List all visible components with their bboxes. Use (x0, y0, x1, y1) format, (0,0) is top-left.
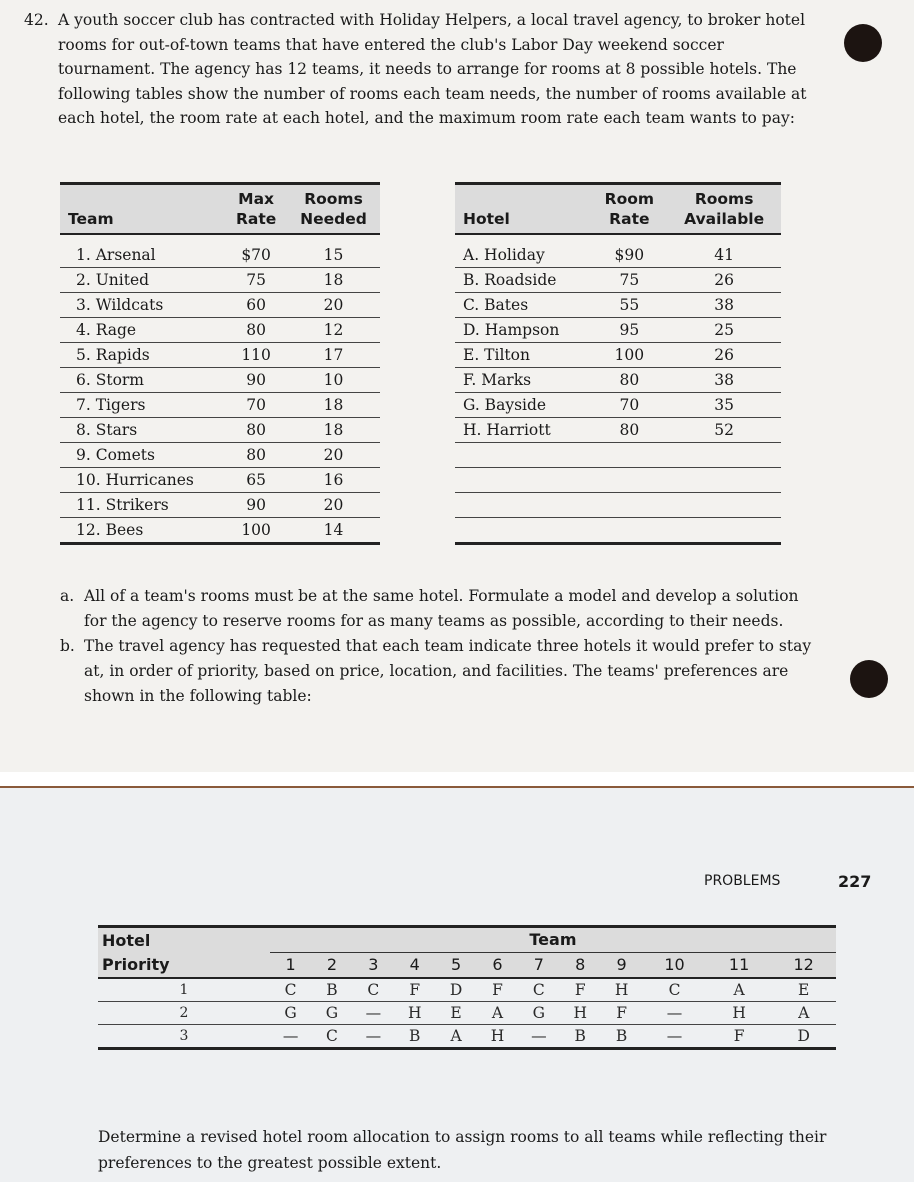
team-column-header: 2 (311, 953, 352, 979)
preference-cell: F (707, 1025, 772, 1049)
team-name: 11. Strikers (60, 493, 225, 518)
empty-cell (455, 518, 591, 544)
rooms-available-value: 38 (667, 368, 781, 393)
preference-cell: D (435, 978, 476, 1002)
preference-cell: D (771, 1025, 836, 1049)
spacer-cell (455, 234, 781, 243)
table-row (60, 518, 380, 544)
rooms-available-value: 52 (667, 418, 781, 443)
table-row (60, 268, 380, 293)
room-rate-value: 80 (591, 418, 667, 443)
preference-cell: — (642, 1025, 707, 1049)
team-column-header: 8 (560, 953, 601, 979)
preference-cell: G (311, 1002, 352, 1025)
priority-value: 1 (98, 978, 270, 1002)
rooms-needed-value: 18 (287, 393, 380, 418)
table-row (455, 368, 781, 393)
hotels-table (455, 182, 781, 545)
rooms-needed-value: 18 (287, 268, 380, 293)
preference-cell: A (477, 1002, 518, 1025)
rooms-available-value: 25 (667, 318, 781, 343)
rooms-needed-value: 17 (287, 343, 380, 368)
spacer-row (60, 234, 380, 243)
rooms-available-value: 38 (667, 293, 781, 318)
preference-cell: C (353, 978, 394, 1002)
preference-cell: H (601, 978, 642, 1002)
table-row (60, 393, 380, 418)
preference-cell: F (477, 978, 518, 1002)
table-row (60, 293, 380, 318)
empty-row (455, 468, 781, 493)
preference-cell: — (518, 1025, 559, 1049)
team-column-header: 3 (353, 953, 394, 979)
preference-cell: G (518, 1002, 559, 1025)
preference-cell: — (353, 1002, 394, 1025)
table-row (60, 418, 380, 443)
preference-cell: H (394, 1002, 435, 1025)
binder-hole-top (844, 24, 882, 62)
part-b-text: The travel agency has requested that each team indicate three hotels it would prefer to stay at, in order of priority, based on price, location, and facilities. The teams' preferences are shown in the following table: (84, 637, 812, 705)
table-row (60, 443, 380, 468)
empty-row (455, 493, 781, 518)
table-row (455, 318, 781, 343)
team-name: 1. Arsenal (60, 243, 225, 268)
empty-cell (667, 518, 781, 544)
team-name: 4. Rage (60, 318, 225, 343)
team-name: 7. Tigers (60, 393, 225, 418)
table-row (60, 318, 380, 343)
empty-cell (455, 443, 591, 468)
rooms-needed-value: 20 (287, 493, 380, 518)
preference-cell: B (394, 1025, 435, 1049)
max-rate-value: 80 (225, 318, 287, 343)
rooms-needed-value: 15 (287, 243, 380, 268)
team-column-header: 6 (477, 953, 518, 979)
preference-cell: G (270, 1002, 311, 1025)
team-name: 8. Stars (60, 418, 225, 443)
hotels-table-body (455, 234, 781, 544)
max-rate-header: Max Rate (225, 184, 287, 235)
page-number: 227 (838, 872, 872, 891)
priority-value: 2 (98, 1002, 270, 1025)
preference-cell: B (311, 978, 352, 1002)
empty-cell (455, 468, 591, 493)
team-column-header: 9 (601, 953, 642, 979)
team-column-header: 11 (707, 953, 772, 979)
rooms-available-value: 26 (667, 343, 781, 368)
pref-group-row (98, 927, 836, 953)
hotel-name: G. Bayside (455, 393, 591, 418)
max-rate-value: 60 (225, 293, 287, 318)
max-rate-value: 80 (225, 418, 287, 443)
table-row (98, 1025, 836, 1049)
room-rate-value: 95 (591, 318, 667, 343)
spacer-cell (60, 234, 380, 243)
empty-cell (667, 468, 781, 493)
table-row (455, 293, 781, 318)
question-parts (60, 584, 822, 709)
part-a-text: All of a team's rooms must be at the same hotel. Formulate a model and develop a solution for the agency to reserve rooms for as many teams as possible, according to their needs. (84, 587, 799, 630)
teams-table-body (60, 234, 380, 544)
table-row (60, 343, 380, 368)
preference-cell: F (394, 978, 435, 1002)
question-number: 42. (24, 11, 49, 29)
team-name: 10. Hurricanes (60, 468, 225, 493)
preference-cell: — (642, 1002, 707, 1025)
empty-cell (667, 493, 781, 518)
table-row (98, 978, 836, 1002)
empty-row (455, 443, 781, 468)
rooms-available-header: Rooms Available (667, 184, 781, 235)
spacer-row (455, 234, 781, 243)
room-rate-value: 70 (591, 393, 667, 418)
rooms-needed-value: 20 (287, 443, 380, 468)
team-column-header: 5 (435, 953, 476, 979)
preference-cell: C (642, 978, 707, 1002)
team-column-header: 7 (518, 953, 559, 979)
max-rate-value: 90 (225, 493, 287, 518)
hotel-name: H. Harriott (455, 418, 591, 443)
preference-cell: — (270, 1025, 311, 1049)
empty-cell (455, 493, 591, 518)
part-a (60, 584, 822, 634)
preference-cell: H (560, 1002, 601, 1025)
binder-hole-bottom (850, 660, 888, 698)
preference-cell: B (601, 1025, 642, 1049)
max-rate-value: 75 (225, 268, 287, 293)
hotel-name: C. Bates (455, 293, 591, 318)
part-b-label: b. (60, 637, 75, 655)
max-rate-value: 110 (225, 343, 287, 368)
max-rate-value: 70 (225, 393, 287, 418)
empty-row (455, 518, 781, 544)
empty-cell (591, 468, 667, 493)
preference-cell: C (311, 1025, 352, 1049)
table-row (60, 468, 380, 493)
pref-column-row (98, 953, 836, 979)
rooms-needed-value: 16 (287, 468, 380, 493)
hotel-name: B. Roadside (455, 268, 591, 293)
table-row (455, 268, 781, 293)
preference-cell: A (771, 1002, 836, 1025)
team-header: Team (60, 184, 225, 235)
preference-cell: F (560, 978, 601, 1002)
section-header: PROBLEMS (704, 873, 781, 889)
rooms-available-value: 41 (667, 243, 781, 268)
preference-cell: A (707, 978, 772, 1002)
hotel-name: A. Holiday (455, 243, 591, 268)
table-row (60, 368, 380, 393)
hotel-name: D. Hampson (455, 318, 591, 343)
preference-cell: E (771, 978, 836, 1002)
teams-header-row (60, 184, 380, 235)
priority-label: Priority (98, 953, 270, 979)
table-row (60, 243, 380, 268)
team-column-header: 10 (642, 953, 707, 979)
table-row (455, 393, 781, 418)
max-rate-value: 80 (225, 443, 287, 468)
rooms-needed-value: 14 (287, 518, 380, 544)
hotel-header: Hotel (455, 184, 591, 235)
max-rate-value: 65 (225, 468, 287, 493)
question-intro: A youth soccer club has contracted with Holiday Helpers, a local travel agency, to broker hotel rooms for out-of-town teams that have entered the club's Labor Day weekend soccer tournament. The agency has 12 teams, it needs to arrange for rooms at 8 possible hotels. The following tables show the number of rooms each team needs, the number of rooms available at each hotel, the room rate at each hotel, and the maximum room rate each team wants to pay: (58, 11, 807, 127)
team-name: 12. Bees (60, 518, 225, 544)
teams-table (60, 182, 380, 545)
preference-table (98, 925, 836, 1050)
hotel-name: E. Tilton (455, 343, 591, 368)
team-name: 5. Rapids (60, 343, 225, 368)
preference-cell: F (601, 1002, 642, 1025)
preference-cell: B (560, 1025, 601, 1049)
closing-text: Determine a revised hotel room allocation to assign rooms to all teams while reflecting their preferences to the greatest possible extent. (98, 1128, 827, 1172)
team-name: 3. Wildcats (60, 293, 225, 318)
table-row (455, 418, 781, 443)
preference-cell: A (435, 1025, 476, 1049)
team-group-label: Team (270, 927, 836, 953)
table-row (60, 493, 380, 518)
preference-cell: E (435, 1002, 476, 1025)
rooms-needed-header: Rooms Needed (287, 184, 380, 235)
rooms-needed-value: 20 (287, 293, 380, 318)
preference-cell: C (518, 978, 559, 1002)
table-row (98, 1002, 836, 1025)
part-a-label: a. (60, 587, 75, 605)
max-rate-value: 100 (225, 518, 287, 544)
room-rate-value: $90 (591, 243, 667, 268)
team-column-header: 1 (270, 953, 311, 979)
preference-cell: H (707, 1002, 772, 1025)
empty-cell (591, 493, 667, 518)
room-rate-value: 55 (591, 293, 667, 318)
empty-cell (591, 518, 667, 544)
priority-value: 3 (98, 1025, 270, 1049)
table-row (455, 343, 781, 368)
rooms-available-value: 26 (667, 268, 781, 293)
team-name: 6. Storm (60, 368, 225, 393)
room-rate-value: 80 (591, 368, 667, 393)
hotel-label: Hotel (98, 927, 270, 953)
team-column-header: 12 (771, 953, 836, 979)
preference-cell: H (477, 1025, 518, 1049)
team-name: 2. United (60, 268, 225, 293)
rooms-available-value: 35 (667, 393, 781, 418)
room-rate-value: 100 (591, 343, 667, 368)
empty-cell (591, 443, 667, 468)
preference-table-body (98, 978, 836, 1049)
max-rate-value: 90 (225, 368, 287, 393)
rooms-needed-value: 12 (287, 318, 380, 343)
rooms-needed-value: 18 (287, 418, 380, 443)
part-b (60, 634, 822, 709)
preference-cell: C (270, 978, 311, 1002)
empty-cell (667, 443, 781, 468)
preference-cell: — (353, 1025, 394, 1049)
team-column-header: 4 (394, 953, 435, 979)
team-name: 9. Comets (60, 443, 225, 468)
room-rate-header: Room Rate (591, 184, 667, 235)
hotels-header-row (455, 184, 781, 235)
room-rate-value: 75 (591, 268, 667, 293)
rooms-needed-value: 10 (287, 368, 380, 393)
max-rate-value: $70 (225, 243, 287, 268)
table-row (455, 243, 781, 268)
hotel-name: F. Marks (455, 368, 591, 393)
